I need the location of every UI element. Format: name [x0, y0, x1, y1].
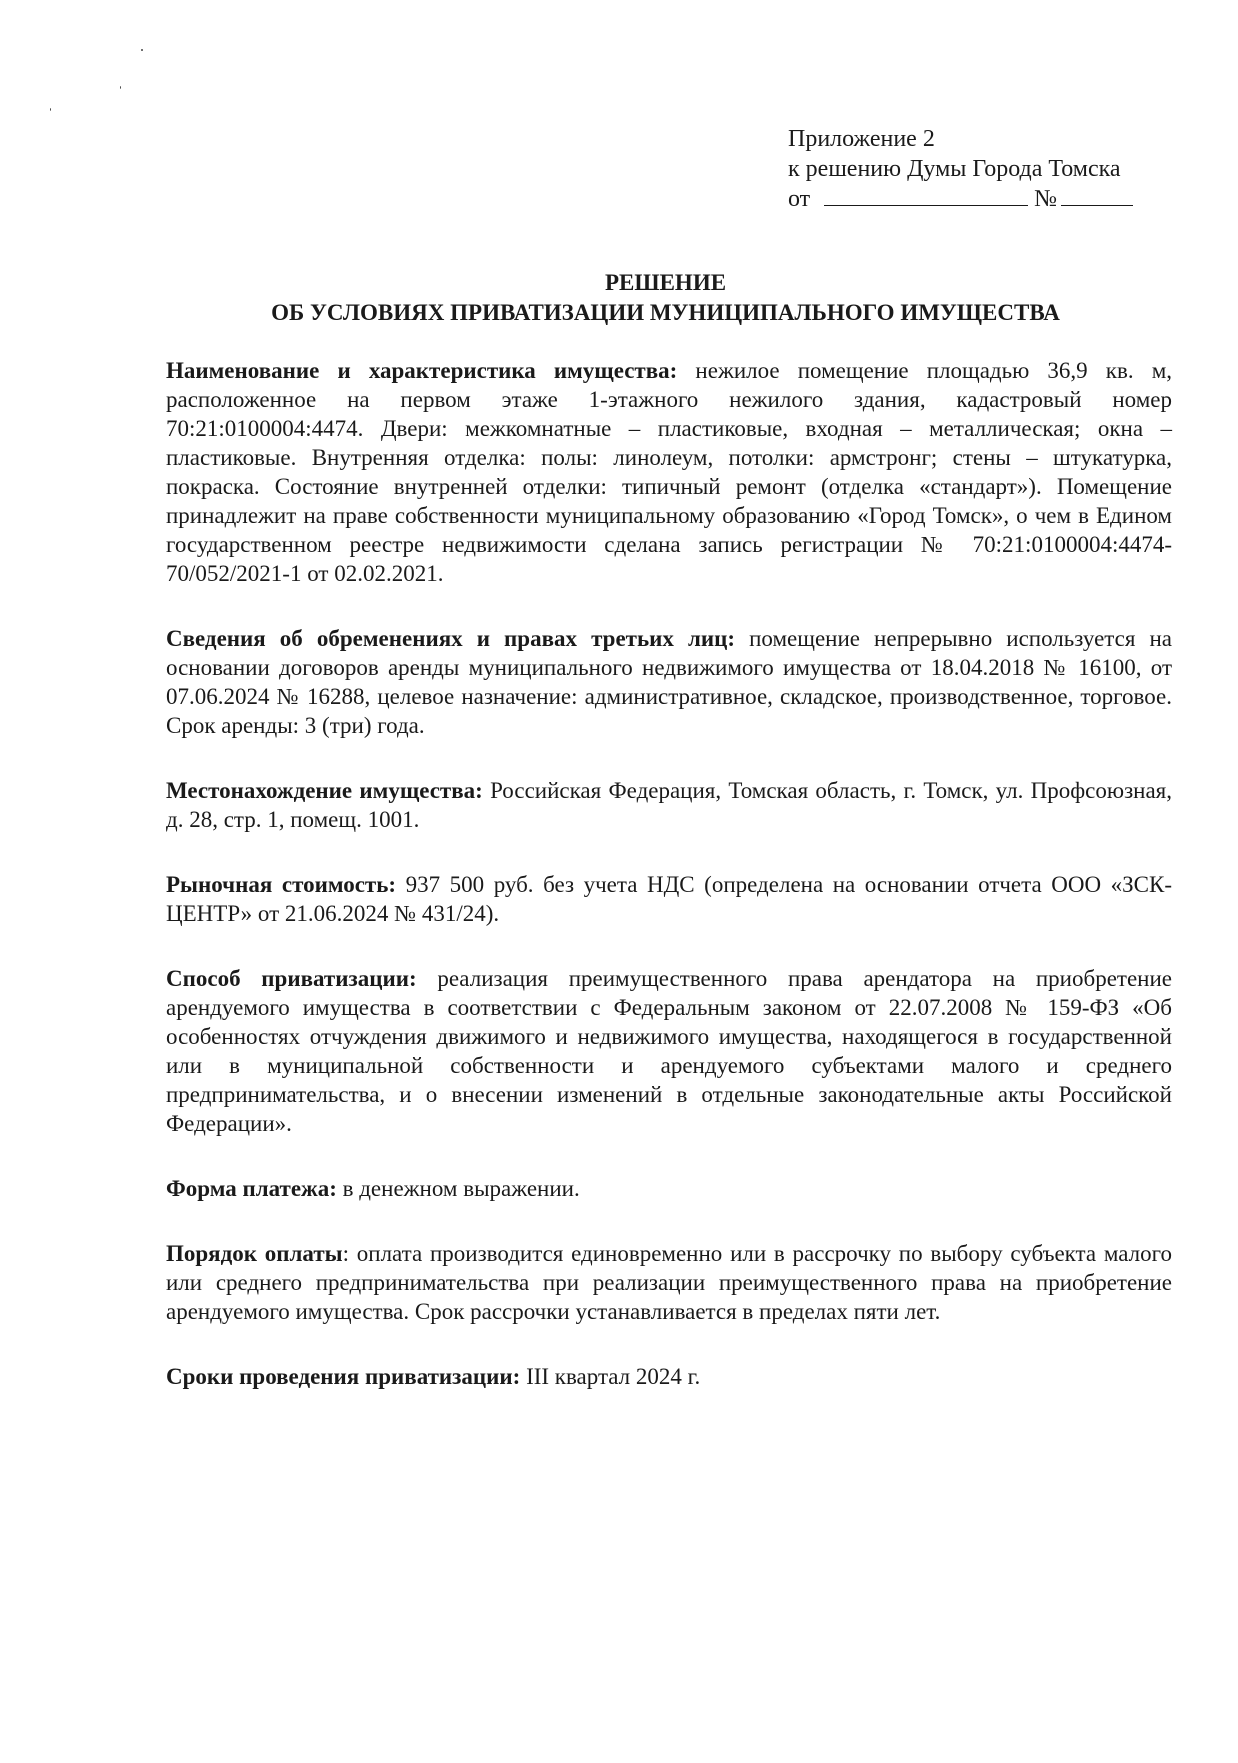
- section-payment-form: [166, 1174, 1172, 1203]
- from-label: от: [788, 186, 811, 212]
- number-label: №: [1034, 186, 1058, 212]
- section-label: Наименование и характеристика имущества:: [166, 358, 678, 383]
- section-text: III квартал 2024 г.: [520, 1364, 701, 1389]
- appendix-reference: к решению Думы Города Томска: [788, 156, 1121, 182]
- title-line-2: ОБ УСЛОВИЯХ ПРИВАТИЗАЦИИ МУНИЦИПАЛЬНОГО ИМУЩЕСТВА: [271, 300, 1060, 325]
- section-text: нежилое помещение площадью 36,9 кв. м, расположенное на первом этаже 1-этажного нежилого здания, кадастровый номер 70:21:0100004:4474. Двери: межкомнатные – пластиковые, входная – металлическая; окна – пластиковые. Внутренняя отделка: полы: линолеум, потолки: армстронг; стены – штукатурка, покраска. Состояние внутренней отделки: типичный ремонт (отделка «стандарт»). Помещение принадлежит на праве собственности муниципальному образованию «Город Томск», о чем в Едином государственном реестре недвижимости сделана запись регистрации № 70:21:0100004:4474-70/052/2021-1 от 02.02.2021.: [166, 358, 1173, 586]
- title-line-1: РЕШЕНИЕ: [604, 270, 727, 295]
- section-label: Рыночная стоимость:: [166, 872, 397, 897]
- section-market-value: [166, 870, 1172, 928]
- section-text: реализация преимущественного права арендатора на приобретение арендуемого имущества в соответствии с Федеральным законом от 22.07.2008 № 159-ФЗ «Об особенностях отчуждения движимого и недвижимого имущества, находящегося в государственной или в муниципальной собственности и арендуемого субъектами малого и среднего предпринимательства, и о внесении изменений в отдельные законодательные акты Российской Федерации».: [166, 966, 1172, 1136]
- section-encumbrances: [166, 624, 1172, 740]
- section-label: Сроки проведения приватизации:: [166, 1364, 521, 1389]
- section-payment-procedure: [166, 1239, 1172, 1326]
- scan-speck: [120, 86, 121, 89]
- section-label: Местонахождение имущества:: [166, 778, 483, 803]
- appendix-number: Приложение 2: [788, 126, 935, 152]
- appendix-header: [788, 124, 1133, 214]
- section-text: : оплата производится единовременно или в рассрочку по выбору субъекта малого или среднего предпринимательства при реализации преимущественного права на приобретение арендуемого имущества. Срок рассрочки устанавливается в пределах пяти лет.: [166, 1241, 1172, 1324]
- section-text: в денежном выражении.: [336, 1176, 580, 1201]
- section-location: [166, 776, 1172, 834]
- scan-speck: [141, 49, 143, 51]
- section-privatization-method: [166, 964, 1172, 1138]
- section-property-description: [166, 356, 1172, 588]
- number-blank: [1061, 185, 1133, 206]
- document-body: [166, 356, 1172, 1427]
- section-label: Форма платежа:: [166, 1176, 337, 1201]
- section-text: помещение непрерывно используется на основании договоров аренды муниципального недвижимого имущества от 18.04.2018 № 16100, от 07.06.2024 № 16288, целевое назначение: административное, складское, производственное, торговое. Срок аренды: 3 (три) года.: [166, 626, 1172, 738]
- section-privatization-terms: [166, 1362, 1172, 1391]
- section-label: Сведения об обременениях и правах третьих лиц:: [166, 626, 736, 651]
- section-text: 937 500 руб. без учета НДС (определена на основании отчета ООО «ЗСК-ЦЕНТР» от 21.06.2024 № 431/24).: [166, 872, 1172, 926]
- appendix-date-line: [788, 184, 1133, 214]
- date-blank: [824, 185, 1028, 206]
- scan-speck: [50, 108, 51, 111]
- section-label: Способ приватизации:: [166, 966, 417, 991]
- section-label: Порядок оплаты: [166, 1241, 343, 1266]
- section-text: Российская Федерация, Томская область, г. Томск, ул. Профсоюзная, д. 28, стр. 1, помещ. 1001.: [166, 778, 1172, 832]
- document-title: [0, 268, 1238, 328]
